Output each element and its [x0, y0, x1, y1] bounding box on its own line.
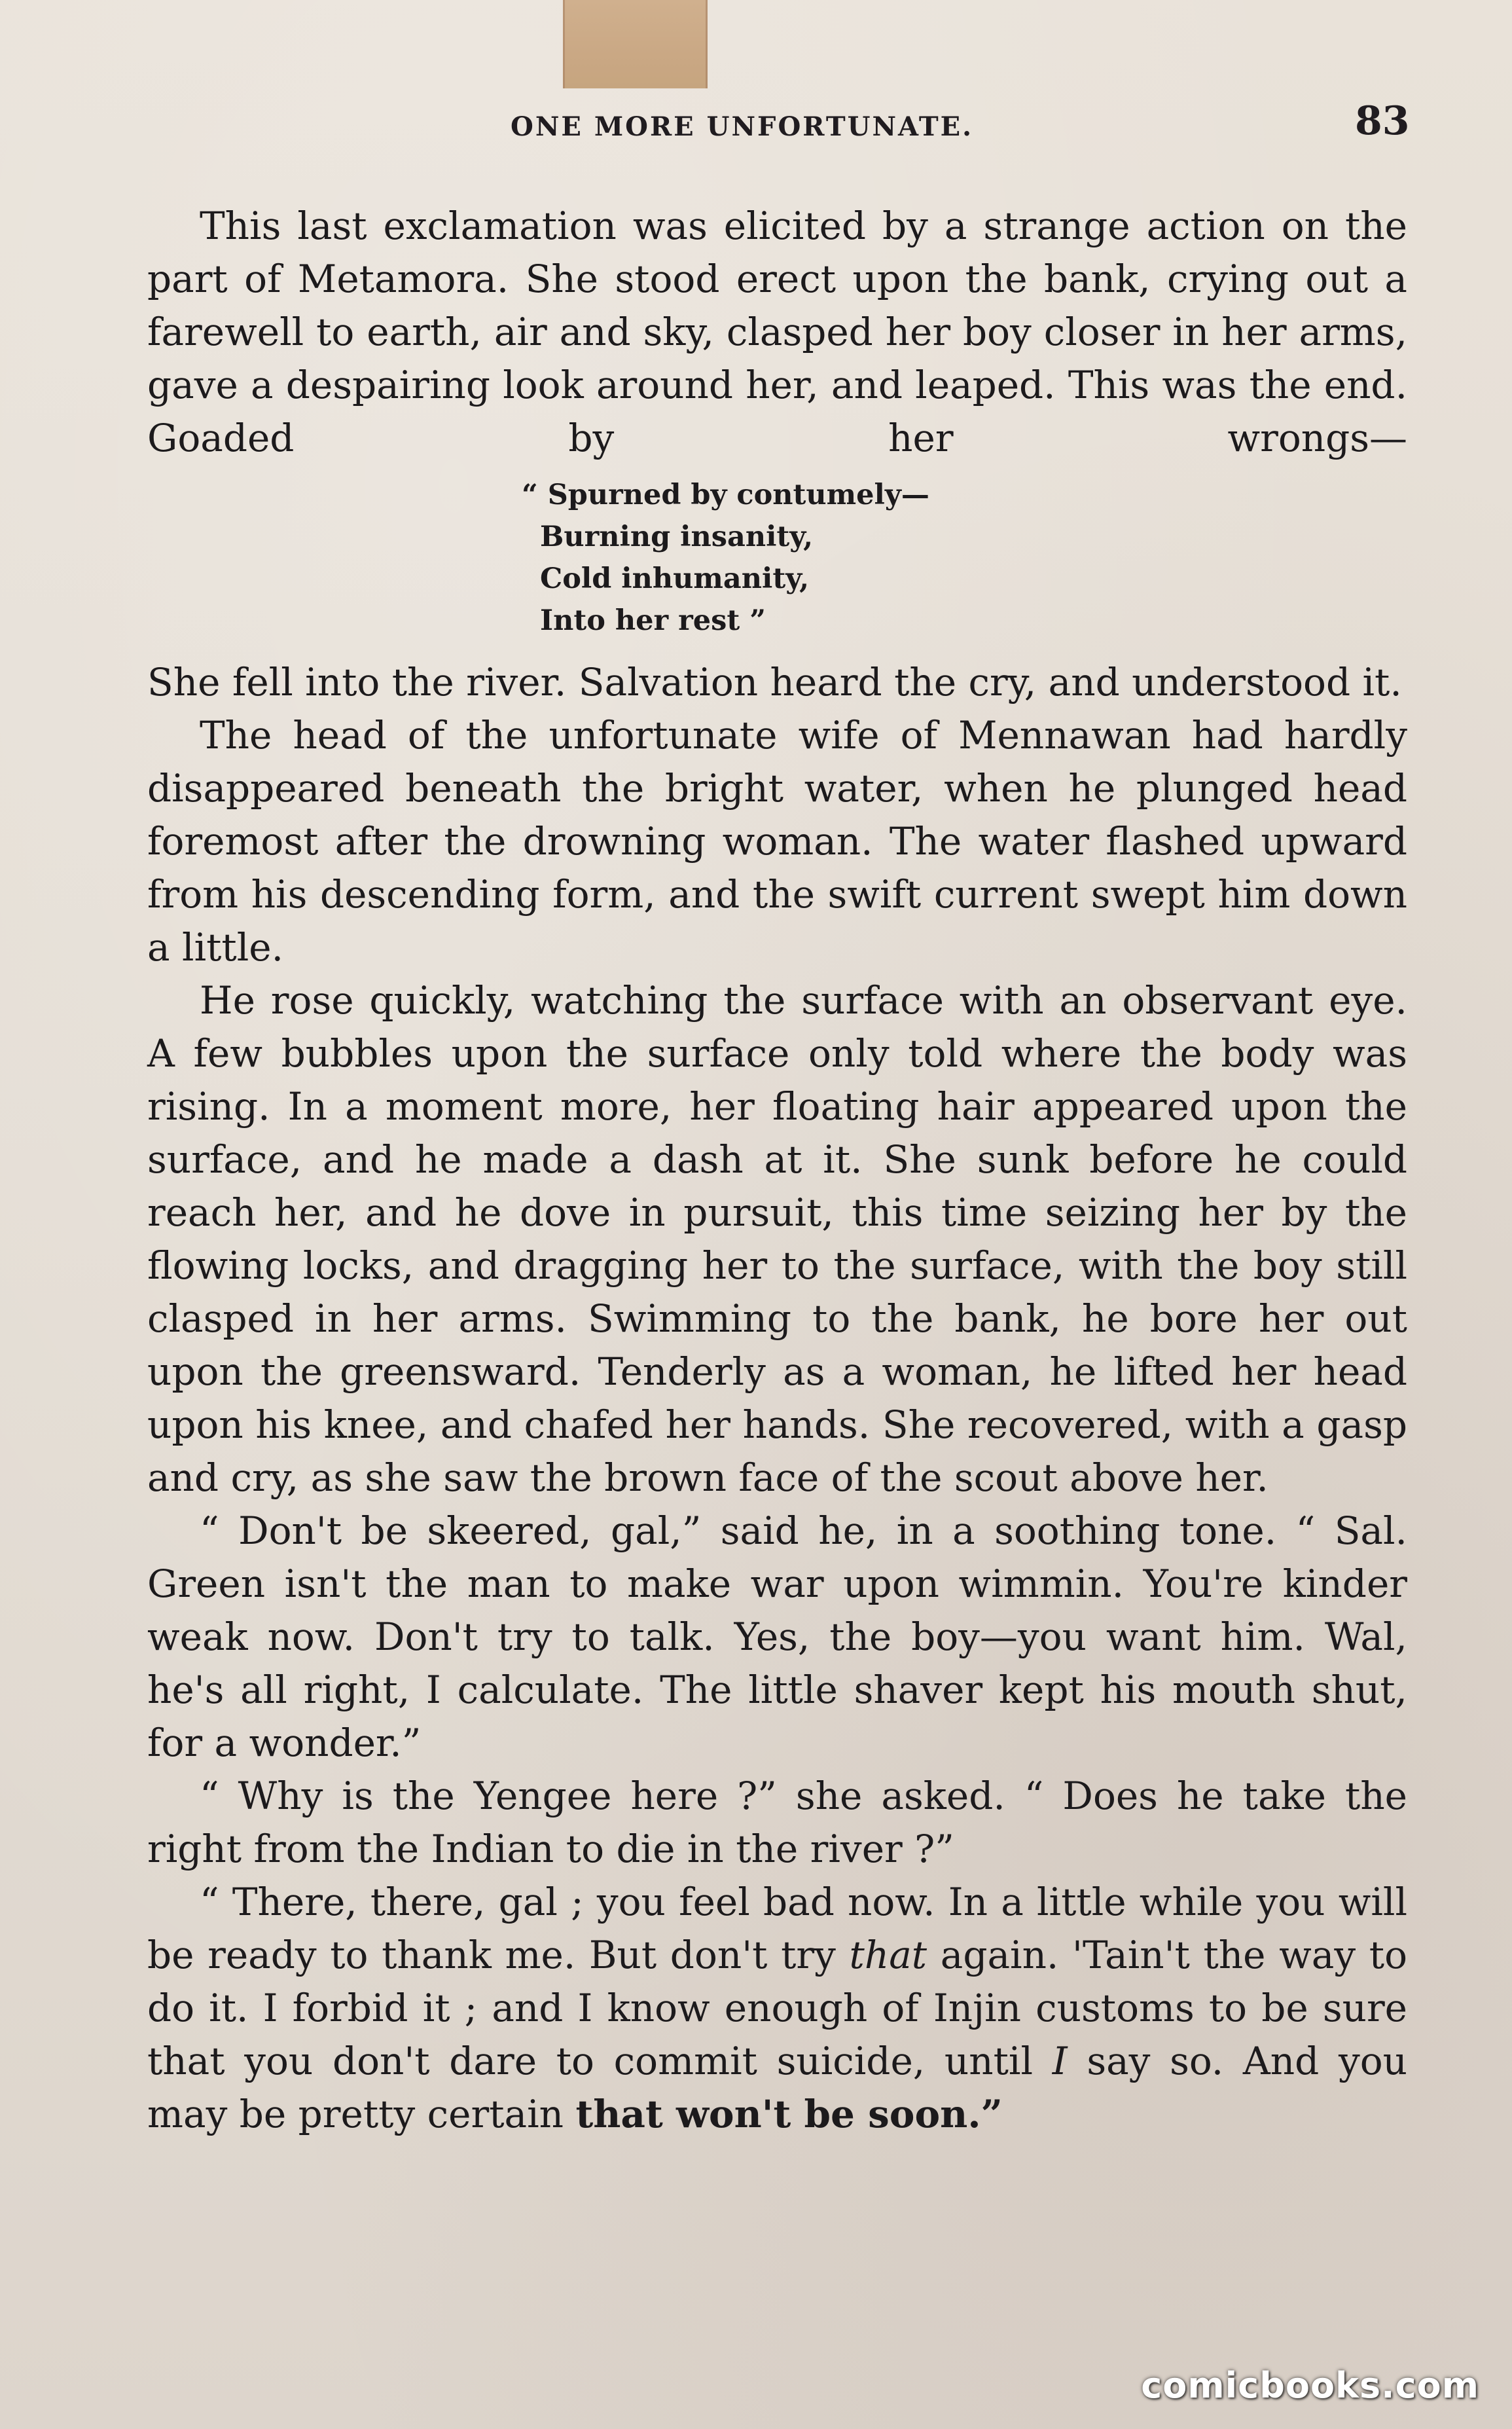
paragraph-7-part-c: say so. And you may be pretty certain [147, 2039, 1407, 2136]
verse-line: Burning insanity, [540, 520, 814, 553]
tape-strip [563, 0, 708, 88]
paragraph-5: “ Don't be skeered, gal,” said he, in a soothing tone. “ Sal. Green isn't the man to make war upon wimmin. You're kinder weak now. Don't try to talk. Yes, the boy—you want him. Wal, he's all right, I calculate. The little shaver kept his mouth shut, for a wonder.” [147, 1508, 1407, 1765]
verse-line: Cold inhumanity, [540, 562, 810, 595]
paragraph-6: “ Why is the Yengee here ?” she asked. “ Does he take the right from the Indian to die in the river ?” [147, 1774, 1407, 1871]
page-number: 83 [1355, 98, 1410, 144]
emphasis-i: I [1052, 2039, 1068, 2083]
paragraph-7-part-a: “ There, there, gal ; you feel bad now. In a little while you will be ready to thank me. But don't try [147, 1880, 1407, 1977]
verse-quote [522, 474, 1407, 642]
paragraph-3: The head of the unfortunate wife of Mennawan had hardly disappeared beneath the bright water, when he plunged head foremost after the drowning woman. The water flashed upward from his descending form, and the swift current swept him down a little. [147, 713, 1407, 970]
verse-line: Into her rest ” [540, 604, 766, 637]
paragraph-7-part-b: again. 'Tain't the way to do it. I forbid it ; and I know enough of Injin customs to be sure that you don't dare to commit suicide, until [147, 1933, 1407, 2083]
verse-line: “ Spurned by contumely— [522, 479, 929, 511]
paragraph-2: She fell into the river. Salvation heard the cry, and understood it. [147, 660, 1402, 704]
watermark: comicbooks.com [1141, 2365, 1479, 2406]
paragraph-7 [147, 1876, 1407, 2141]
paragraph-1: This last exclamation was elicited by a strange action on the part of Metamora. She stood erect upon the bank, crying out a farewell to earth, air and sky, clasped her boy closer in her arms, gave a despairing look around her, and leaped. This was the end. Goaded by her wrongs— [147, 204, 1407, 460]
paragraph-4: He rose quickly, watching the surface with an observant eye. A few bubbles upon the surface only told where the body was rising. In a moment more, her floating hair appeared upon the surface, and he made a dash at it. She sunk before he could reach her, and he dove in pursuit, this time seizing her by the flowing locks, and dragging her to the surface, with the boy still clasped in her arms. Swimming to the bank, he bore her out upon the greensward. Tenderly as a woman, he lifted her head upon his knee, and chafed her hands. She recovered, with a gasp and cry, as she saw the brown face of the scout above her. [147, 978, 1407, 1500]
paragraph-7-bold-end: that won't be soon.” [575, 2092, 1003, 2136]
body-text [147, 200, 1407, 2141]
running-title: ONE MORE UNFORTUNATE. [511, 111, 974, 142]
emphasis-that: that [849, 1933, 927, 1977]
